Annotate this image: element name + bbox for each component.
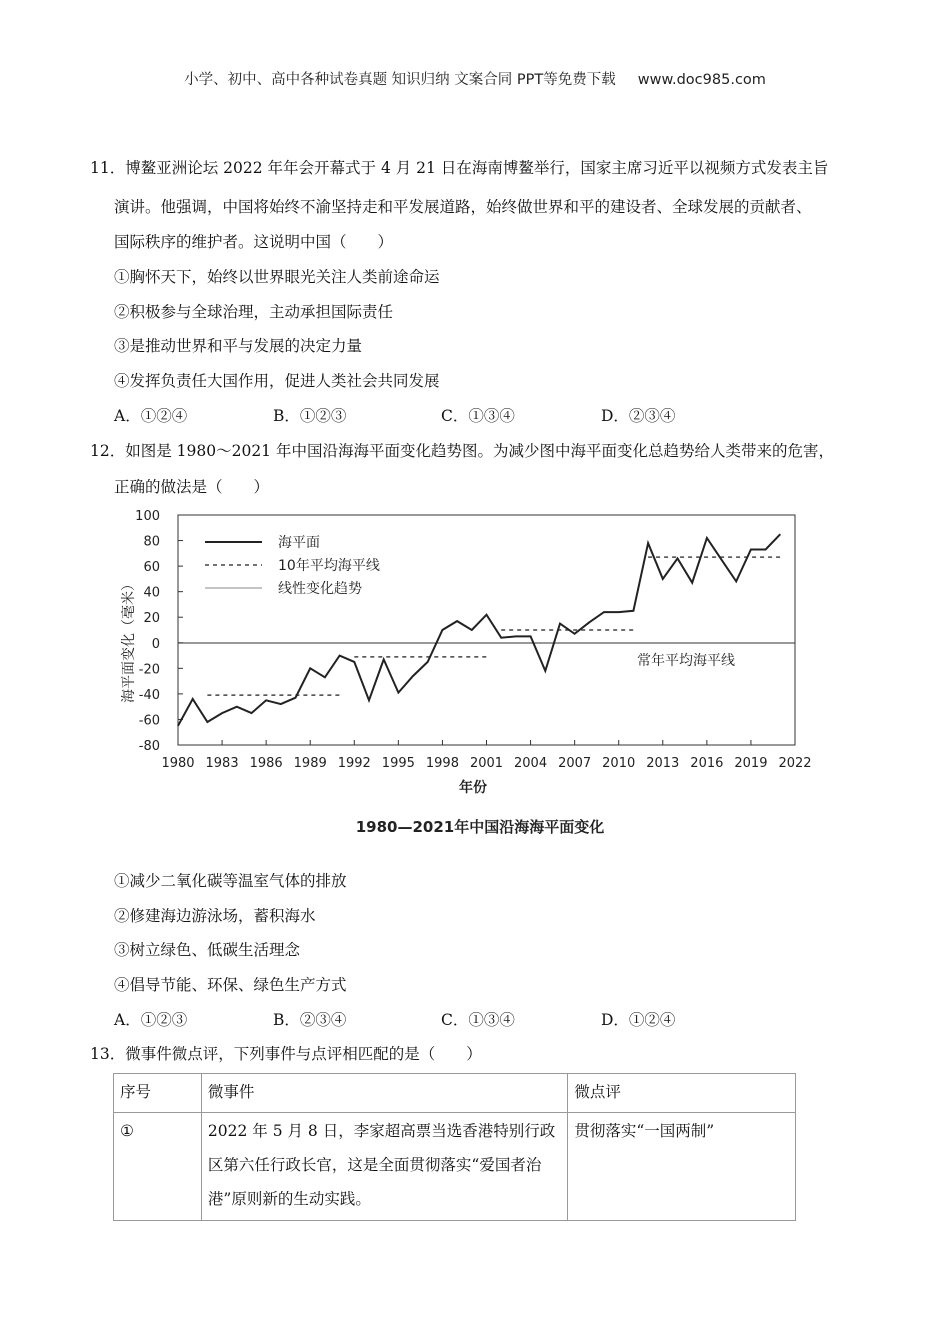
header-event: 微事件 (201, 1074, 567, 1113)
q11-item-1: ①胸怀天下，始终以世界眼光关注人类前途命运 (114, 268, 440, 286)
header-comment: 微点评 (568, 1074, 796, 1113)
row-no-text: ① (120, 1122, 134, 1140)
q12-line-1: 12．如图是 1980～2021 年中国沿海海平面变化趋势图。为减少图中海平面变化总趋势给人类带来的危害， (90, 442, 834, 460)
sea-level-series-line (178, 534, 780, 726)
q11-item-2: ②积极参与全球治理，主动承担国际责任 (114, 303, 394, 321)
y-tick-label: 80 (143, 534, 160, 550)
row-comment-text: 贯彻落实“一国两制” (574, 1122, 715, 1140)
baseline-label: 常年平均海平线 (637, 653, 735, 669)
q11-item-4: ④发挥负责任大国作用，促进人类社会共同发展 (114, 372, 440, 390)
table-row (114, 1113, 796, 1221)
y-tick-label: -20 (138, 662, 160, 678)
q12-item-1: ①减少二氧化碳等温室气体的排放 (114, 872, 347, 890)
chart-title: 1980—2021年中国沿海海平面变化 (355, 818, 605, 836)
x-tick-label: 2019 (734, 756, 768, 771)
header-url[interactable]: www.doc985.com (637, 72, 766, 88)
x-axis-label: 年份 (459, 780, 487, 796)
y-tick-label: 20 (143, 611, 160, 627)
y-tick-label: -80 (138, 739, 160, 754)
q12-option-c: C．①③④ (441, 1011, 515, 1029)
q12-option-b: B．②③④ (273, 1011, 347, 1029)
q11-option-a: A．①②④ (114, 407, 188, 425)
q12-item-2: ②修建海边游泳场，蓄积海水 (114, 907, 316, 925)
row-event (201, 1113, 567, 1221)
y-tick-label: -40 (138, 687, 160, 703)
q11-option-d: D．②③④ (601, 407, 676, 425)
q12-line-2: 正确的做法是（ ） (114, 478, 270, 496)
y-tick-label: 40 (143, 585, 160, 601)
q12-option-d: D．①②④ (601, 1011, 676, 1029)
x-tick-label: 1986 (249, 756, 283, 771)
x-tick-label: 1998 (425, 756, 459, 771)
q12-option-a: A．①②③ (114, 1011, 188, 1029)
q13-prompt: 13．微事件微点评，下列事件与点评相匹配的是（ ） (90, 1045, 482, 1063)
q11-line-2: 演讲。他强调，中国将始终不渝坚持走和平发展道路，始终做世界和平的建设者、全球发展的贡献者、 (114, 198, 812, 216)
x-tick-label: 1989 (293, 756, 327, 771)
q11-option-b: B．①②③ (273, 407, 347, 425)
header-text: 小学、初中、高中各种试卷真题 知识归纳 文案合同 PPT等免费下载 (184, 72, 616, 88)
legend-avg-label: 10年平均海平线 (278, 558, 380, 574)
x-tick-label: 2010 (602, 756, 636, 771)
row-event-text: 2022 年 5 月 8 日，李家超高票当选香港特别行政区第六任行政长官，这是全面贯彻落实“爱国者治港”原则新的生动实践。 (207, 1122, 556, 1208)
y-tick-label: 100 (135, 509, 160, 524)
y-tick-label: -60 (138, 713, 160, 729)
q12-item-4: ④倡导节能、环保、绿色生产方式 (114, 976, 347, 994)
y-tick-label: 0 (151, 636, 160, 652)
q11-line-3: 国际秩序的维护者。这说明中国（ ） (114, 233, 394, 251)
x-tick-label: 1992 (337, 756, 371, 771)
q11-option-c: C．①③④ (441, 407, 515, 425)
x-tick-label: 2004 (514, 756, 548, 771)
q12-item-3: ③树立绿色、低碳生活理念 (114, 941, 301, 959)
page-header (0, 68, 950, 89)
x-tick-label: 1980 (161, 756, 195, 771)
table-header-row (114, 1074, 796, 1113)
x-tick-label: 2001 (469, 756, 504, 771)
header-no: 序号 (114, 1074, 202, 1113)
x-tick-label: 2016 (690, 756, 724, 771)
x-tick-label: 1983 (205, 756, 239, 771)
x-tick-label: 2022 (778, 756, 812, 771)
x-tick-label: 1995 (381, 756, 415, 771)
row-comment (568, 1113, 796, 1221)
x-tick-label: 2013 (646, 756, 680, 771)
q11-line-1: 11．博鳌亚洲论坛 2022 年年会开幕式于 4 月 21 日在海南博鳌举行，国家主席习近平以视频方式发表主旨 (90, 159, 829, 177)
x-tick-label: 2007 (558, 756, 592, 771)
sea-level-chart (110, 505, 830, 845)
row-no (114, 1113, 202, 1221)
y-axis-label: 海平面变化（毫米） (121, 577, 137, 703)
legend-sea-label: 海平面 (278, 535, 320, 551)
y-tick-label: 60 (143, 560, 160, 576)
legend-trend-label: 线性变化趋势 (278, 581, 362, 597)
q11-item-3: ③是推动世界和平与发展的决定力量 (114, 337, 363, 355)
event-table (113, 1073, 796, 1221)
